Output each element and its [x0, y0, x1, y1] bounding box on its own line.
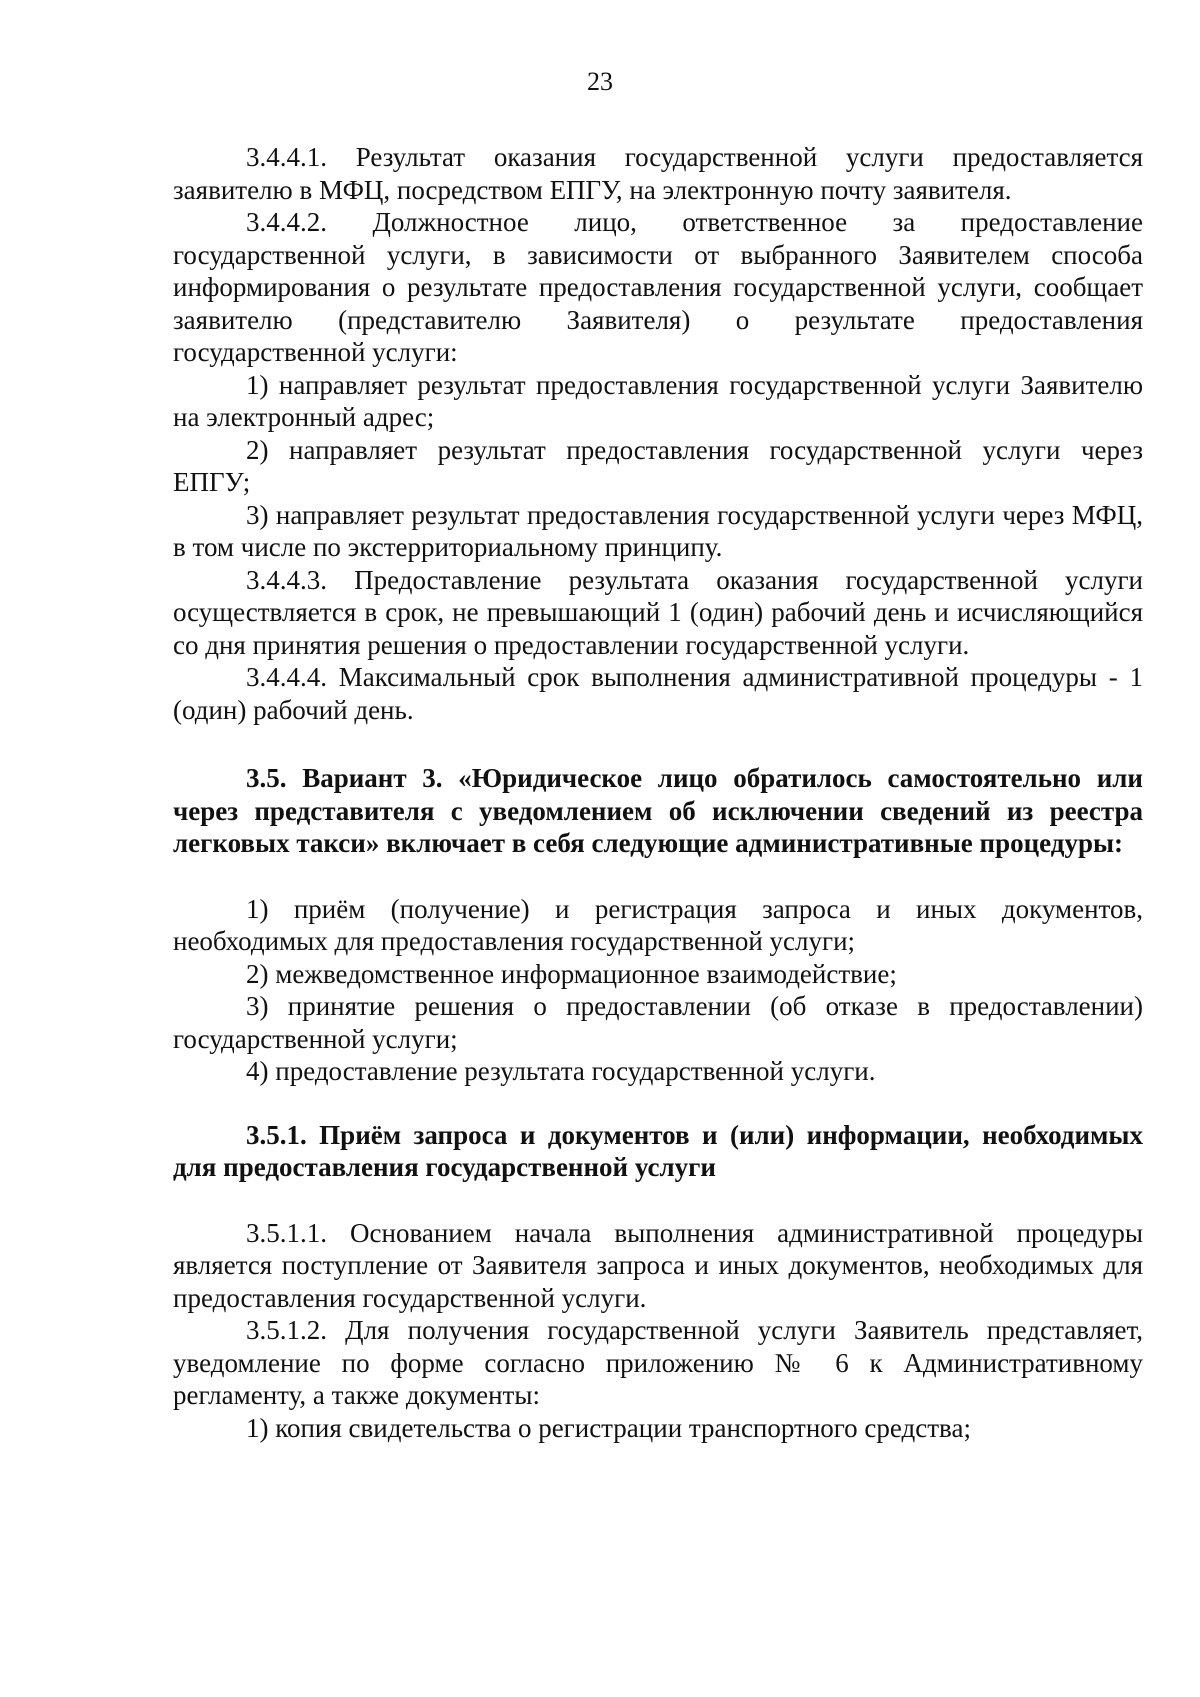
list-item-2: 2) направляет результат предоставления государственной услуги через ЕПГУ; — [173, 434, 1143, 497]
list-item-3: 3) направляет результат предоставления государственной услуги через МФЦ, в том числе по экстерриториальному принципу. — [173, 499, 1143, 562]
document-body — [173, 141, 1143, 1444]
list-item-1: 1) направляет результат предоставления государственной услуги Заявителю на электронный адрес; — [173, 369, 1143, 432]
paragraph-3-4-4-1: 3.4.4.1. Результат оказания государственной услуги предоставляется заявителю в МФЦ, посредством ЕПГУ, на электронную почту заявителя. — [173, 142, 1143, 205]
section-heading-3-5: 3.5. Вариант 3. «Юридическое лицо обратилось самостоятельно или через представителя с уведомлением об исключении сведений из реестра легковых такси» включает в себя следующие административные процедуры: — [173, 763, 1143, 858]
paragraph-3-4-4-4: 3.4.4.4. Максимальный срок выполнения административной процедуры - 1 (один) рабочий день. — [173, 662, 1143, 725]
paragraph-3-5-1-1: 3.5.1.1. Основанием начала выполнения административной процедуры является поступление от Заявителя запроса и иных документов, необходимых для предоставления государственной услуги. — [173, 1217, 1143, 1313]
paragraph-3-4-4-2: 3.4.4.2. Должностное лицо, ответственное за предоставление государственной услуги, в зависимости от выбранного Заявителем способа информирования о результате предоставления государственной услуги, сообщает заявителю (представителю Заявителя) о результате предоставления государственной услуги: — [173, 207, 1143, 367]
procedure-item-4: 4) предоставление результата государственной услуги. — [246, 1056, 876, 1086]
page-number: 23 — [587, 67, 613, 96]
section-heading-3-5-1: 3.5.1. Приём запроса и документов и (или) информации, необходимых для предоставления государственной услуги — [173, 1119, 1143, 1182]
paragraph-3-5-1-2: 3.5.1.2. Для получения государственной услуги Заявитель представляет, уведомление по форме согласно приложению № 6 к Административному регламенту, а также документы: — [173, 1315, 1143, 1410]
procedure-item-2: 2) межведомственное информационное взаимодействие; — [246, 958, 897, 989]
document-item-1: 1) копия свидетельства о регистрации транспортного средства; — [246, 1412, 971, 1443]
paragraph-3-4-4-3: 3.4.4.3. Предоставление результата оказания государственной услуги осуществляется в срок, не превышающий 1 (один) рабочий день и исчисляющийся со дня принятия решения о предоставлении государственной услуги. — [173, 564, 1143, 660]
procedure-item-3: 3) принятие решения о предоставлении (об отказе в предоставлении) государственной услуги; — [173, 991, 1143, 1054]
procedure-item-1: 1) приём (получение) и регистрация запроса и иных документов, необходимых для предоставления государственной услуги; — [173, 893, 1143, 956]
